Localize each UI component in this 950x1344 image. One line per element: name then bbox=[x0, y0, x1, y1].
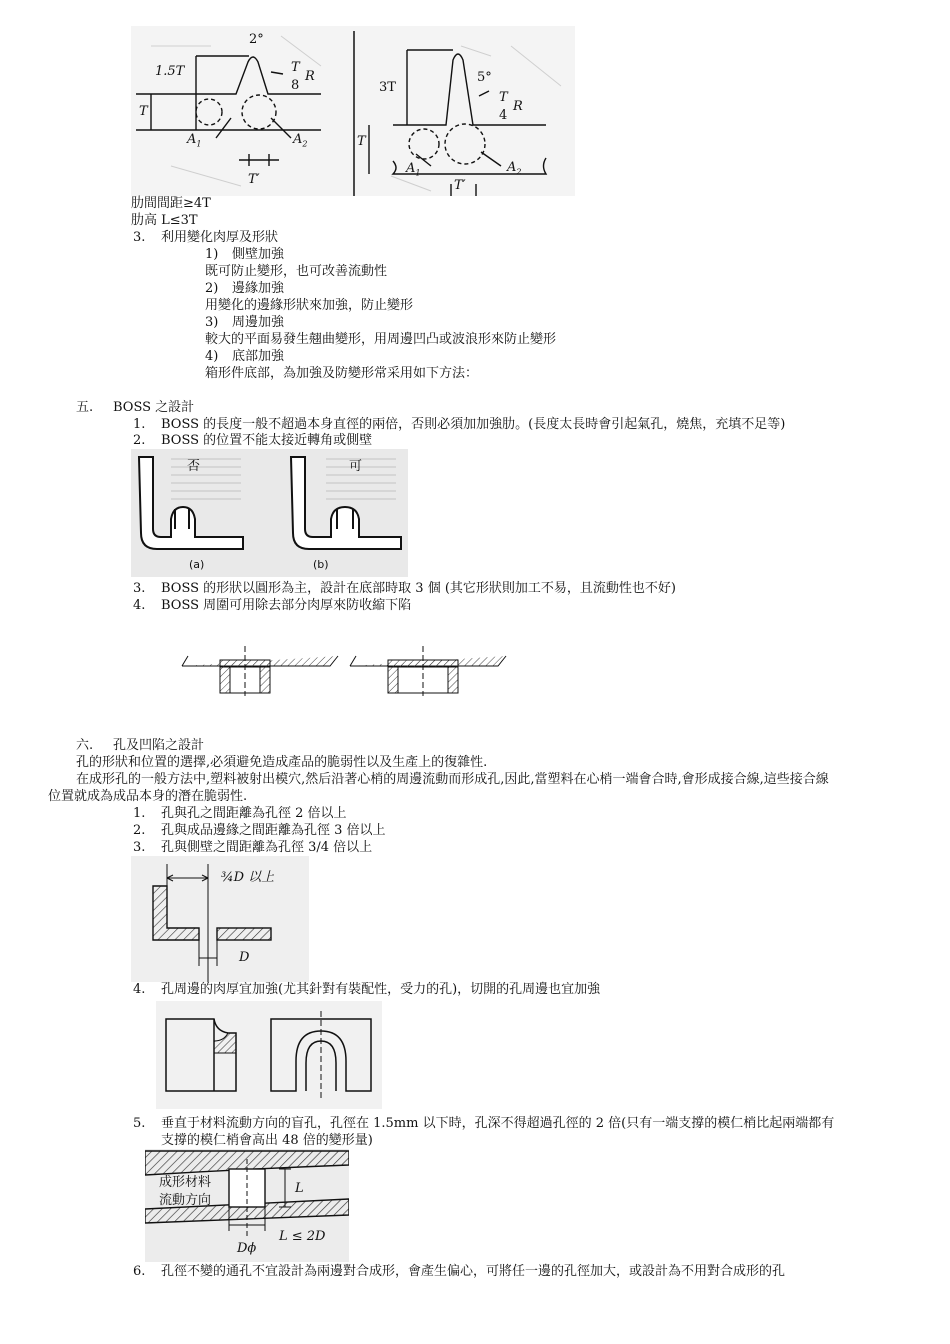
s6-item3-number: 3. bbox=[133, 840, 146, 855]
hole-reinforce-drawing bbox=[156, 1001, 382, 1109]
left-radius-num: T bbox=[291, 60, 300, 75]
boss-label-no: 否 bbox=[187, 459, 201, 474]
right-height-label: 3T bbox=[379, 80, 396, 95]
boss-caption-a: (a) bbox=[189, 558, 205, 571]
s5-item4-number: 4. bbox=[133, 598, 146, 613]
left-a1-label: $A_1$ bbox=[187, 132, 202, 149]
blind-flow-line1: 成形材料 bbox=[159, 1175, 212, 1190]
left-thickness-label: T bbox=[139, 104, 148, 119]
s5-item2-text: BOSS 的位置不能太接近轉角或側壁 bbox=[161, 433, 373, 448]
right-rib-width-label: T′ bbox=[454, 178, 466, 193]
hole-reinforce-figure bbox=[156, 1001, 382, 1109]
boss-shrink-figure bbox=[180, 646, 510, 696]
s5-item1-text: BOSS 的長度一般不超過本身直徑的兩倍，否則必須加加強肋。(長度太長時會引起氣孔，燒焦，充填不足等) bbox=[161, 417, 786, 432]
right-radius-den: 4 bbox=[499, 108, 508, 123]
section6-title: 孔及凹陷之設計 bbox=[113, 738, 205, 753]
boss-position-figure bbox=[131, 449, 408, 577]
item3-number: 3. bbox=[133, 230, 146, 245]
s6-item2-text: 孔與成品邊緣之間距離為孔徑 3 倍以上 bbox=[161, 823, 386, 838]
sub1-title: 側壁加強 bbox=[232, 247, 285, 262]
blind-depth-label: L bbox=[295, 1181, 304, 1196]
sub4-number: 4) bbox=[205, 349, 219, 364]
boss-shrink-drawing bbox=[180, 646, 510, 696]
s5-item3-text: BOSS 的形狀以圓形為主，設計在底部時取 3 個 (其它形狀則加工不易，且流動性也不好) bbox=[161, 581, 676, 596]
left-radius-r: R bbox=[305, 69, 315, 84]
left-a2-label: $A_2$ bbox=[293, 132, 308, 149]
sub1-desc: 既可防止變形，也可改善流動性 bbox=[205, 264, 388, 279]
s6-item4-text: 孔周邊的肉厚宜加強(尤其針對有裝配性，受力的孔)，切開的孔周邊也宜加強 bbox=[161, 982, 601, 997]
sub3-number: 3) bbox=[205, 315, 219, 330]
section6-para1: 孔的形狀和位置的選擇,必須避免造成產品的脆弱性以及生產上的復雜性. bbox=[76, 755, 488, 770]
s6-item5-text-line1: 垂直于材料流動方向的盲孔，孔徑在 1.5mm 以下時，孔深不得超過孔徑的 2 倍(只有一端支撐的模仁梢比起兩端都有 bbox=[161, 1116, 835, 1131]
right-angle-label: 5° bbox=[477, 70, 492, 85]
rib-figure bbox=[131, 26, 575, 196]
side-wall-dim-top: ¾D 以上 bbox=[221, 870, 275, 885]
section5-title: BOSS 之設計 bbox=[113, 400, 195, 415]
section6-para2-line2: 位置就成為成品本身的潛在脆弱性. bbox=[48, 789, 248, 804]
sub2-number: 2) bbox=[205, 281, 219, 296]
s6-item6-text: 孔徑不變的通孔不宜設計為兩邊對合成形，會產生偏心，可將任一邊的孔徑加大，或設計為不用對合成形的孔 bbox=[161, 1264, 786, 1279]
s6-item5-number: 5. bbox=[133, 1116, 146, 1131]
sub4-title: 底部加強 bbox=[232, 349, 285, 364]
left-height-label: 1.5T bbox=[155, 64, 185, 79]
s6-item1-text: 孔與孔之間距離為孔徑 2 倍以上 bbox=[161, 806, 347, 821]
s5-item2-number: 2. bbox=[133, 433, 146, 448]
s6-item6-number: 6. bbox=[133, 1264, 146, 1279]
sub3-title: 周邊加強 bbox=[232, 315, 285, 330]
sub1-number: 1) bbox=[205, 247, 219, 262]
blind-hole-figure bbox=[145, 1149, 349, 1262]
sub2-desc: 用變化的邊緣形狀來加強，防止變形 bbox=[205, 298, 414, 313]
section5-number: 五. bbox=[76, 400, 94, 415]
boss-label-ok: 可 bbox=[349, 459, 363, 474]
sub3-desc: 較大的平面易發生翹曲變形，用周邊凹凸或波浪形來防止變形 bbox=[205, 332, 557, 347]
rib-height-text: 肋高 L≤3T bbox=[131, 213, 198, 228]
side-wall-hole-drawing bbox=[131, 856, 309, 982]
right-thickness-label: T bbox=[357, 134, 366, 149]
sub4-desc: 箱形件底部，為加強及防變形常采用如下方法： bbox=[205, 366, 479, 381]
left-radius-den: 8 bbox=[291, 78, 300, 93]
item3-text: 利用變化肉厚及形狀 bbox=[161, 230, 279, 245]
s5-item3-number: 3. bbox=[133, 581, 146, 596]
boss-caption-b: (b) bbox=[313, 558, 329, 571]
s6-item5-text-line2: 支撐的模仁梢會高出 48 倍的變形量) bbox=[161, 1133, 373, 1148]
s6-item4-number: 4. bbox=[133, 982, 146, 997]
right-radius-r: R bbox=[513, 99, 523, 114]
left-angle-label: 2° bbox=[249, 32, 264, 47]
s5-item1-number: 1. bbox=[133, 417, 146, 432]
right-radius-num: T bbox=[499, 90, 508, 105]
sub2-title: 邊緣加強 bbox=[232, 281, 285, 296]
s6-item2-number: 2. bbox=[133, 823, 146, 838]
right-a2-label: $A_2$ bbox=[507, 160, 522, 177]
section6-number: 六. bbox=[76, 738, 94, 753]
s6-item1-number: 1. bbox=[133, 806, 146, 821]
right-a1-label: $A_1$ bbox=[406, 161, 421, 178]
side-wall-hole-figure bbox=[131, 856, 309, 982]
blind-diameter-label: Dϕ bbox=[237, 1241, 257, 1256]
section6-para2-line1: 在成形孔的一般方法中,塑料被射出模穴,然后沿著心梢的周邊流動而形成孔,因此,當塑料在心梢一端會合時,會形成接合線,這些接合線 bbox=[76, 772, 829, 787]
left-rib-width-label: T′ bbox=[248, 172, 260, 187]
boss-position-drawing bbox=[131, 449, 408, 577]
s5-item4-text: BOSS 周圍可用除去部分肉厚來防收縮下陷 bbox=[161, 598, 412, 613]
s6-item3-text: 孔與側壁之間距離為孔徑 3/4 倍以上 bbox=[161, 840, 373, 855]
blind-rule-label: L ≤ 2D bbox=[279, 1229, 326, 1244]
rib-spacing-text: 肋間間距≥4T bbox=[131, 196, 211, 211]
side-wall-dim-bottom: D bbox=[239, 950, 250, 965]
blind-flow-line2: 流動方向 bbox=[159, 1193, 212, 1208]
